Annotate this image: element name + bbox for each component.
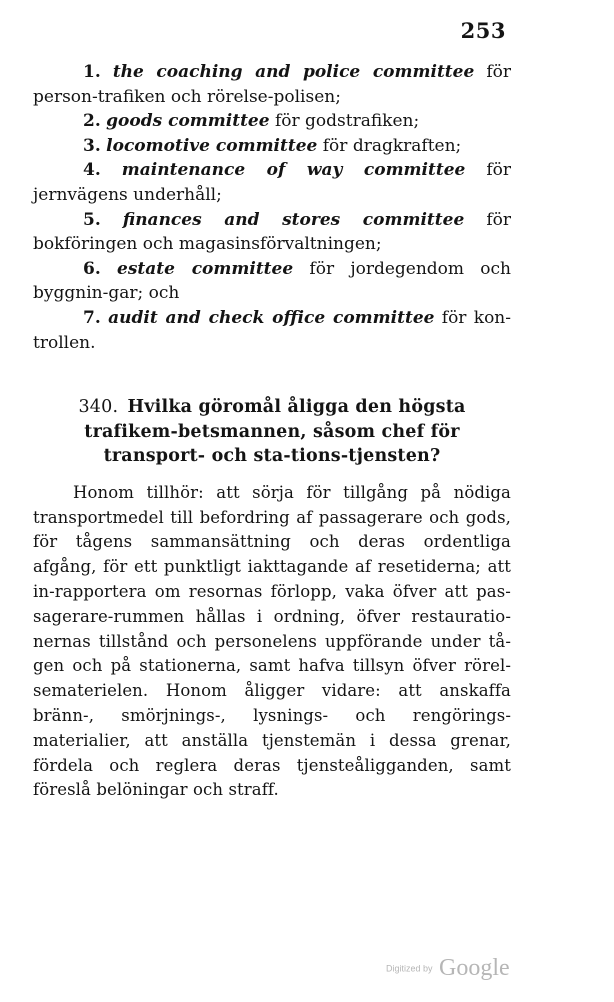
item-number: 3. — [83, 135, 101, 156]
item-term: goods committee — [106, 111, 270, 132]
item-number: 5. — [83, 209, 101, 230]
committee-list — [33, 60, 511, 355]
item-text: för dragkraften; — [317, 135, 462, 156]
item-term: maintenance of way committee — [121, 160, 466, 181]
item-term: locomotive committee — [106, 135, 318, 156]
item-number: 6. — [83, 258, 101, 279]
answer-paragraph: Honom tillhör: att sörja för tillgång på nödiga transportmedel till befordring af passagerare och gods, för tågens sammansättning och deras ordentliga afgång, för ett punktligt iakttagande af resetiderna; att in-rapportera om resornas förlopp, vaka öfver att pas-sagerare-rummen hållas i ordning, öfver restauratio-nernas tillstånd och personelens uppförande under tå-gen och på stationerna, samt hafva tillsyn öfver rörel-sematerielen. Honom åligger vidare: att anskaffa bränn-, smörjnings-, lysnings- och rengörings-materialier, att anställa tjenstemän i dessa grenar, fördela och reglera deras tjensteåligganden, samt föreslå belöningar och straff. — [33, 482, 511, 800]
item-term: estate committee — [117, 258, 294, 279]
item-term: the coaching and police committee — [112, 62, 475, 82]
item-text: för kon-trollen. — [33, 307, 511, 353]
item-term: audit and check office committee — [108, 307, 435, 328]
item-number: 7. — [83, 307, 101, 328]
list-item — [33, 208, 511, 257]
item-number: 4. — [83, 160, 101, 181]
item-text: för godstrafiken; — [269, 111, 420, 132]
google-watermark — [386, 955, 510, 982]
list-item — [33, 306, 511, 355]
list-item — [33, 60, 511, 109]
question-number: 340. — [78, 397, 119, 417]
list-item — [33, 158, 511, 207]
item-text: för bokföringen och magasinsförvaltningen; — [33, 209, 511, 255]
item-text: för person-trafiken och rörelse-polisen; — [33, 62, 511, 107]
item-number: 1. — [83, 62, 101, 82]
item-term: finances and stores committee — [122, 209, 465, 230]
list-item — [33, 109, 511, 134]
watermark-digitized-by: Digitized by — [386, 963, 433, 974]
list-item — [33, 257, 511, 306]
item-text: för jordegendom och byggnin-gar; och — [33, 258, 511, 304]
list-item — [33, 134, 511, 159]
question-section — [33, 395, 511, 803]
question-heading — [33, 395, 511, 469]
item-text: för jernvägens underhåll; — [33, 160, 511, 205]
question-text: Hvilka göromål åligga den högsta trafikem-betsmannen, såsom chef för transport- och sta-tions-tjensten? — [84, 397, 466, 467]
google-logo: Google — [438, 955, 510, 981]
page-number: 253 — [460, 18, 506, 43]
item-number: 2. — [83, 111, 101, 132]
